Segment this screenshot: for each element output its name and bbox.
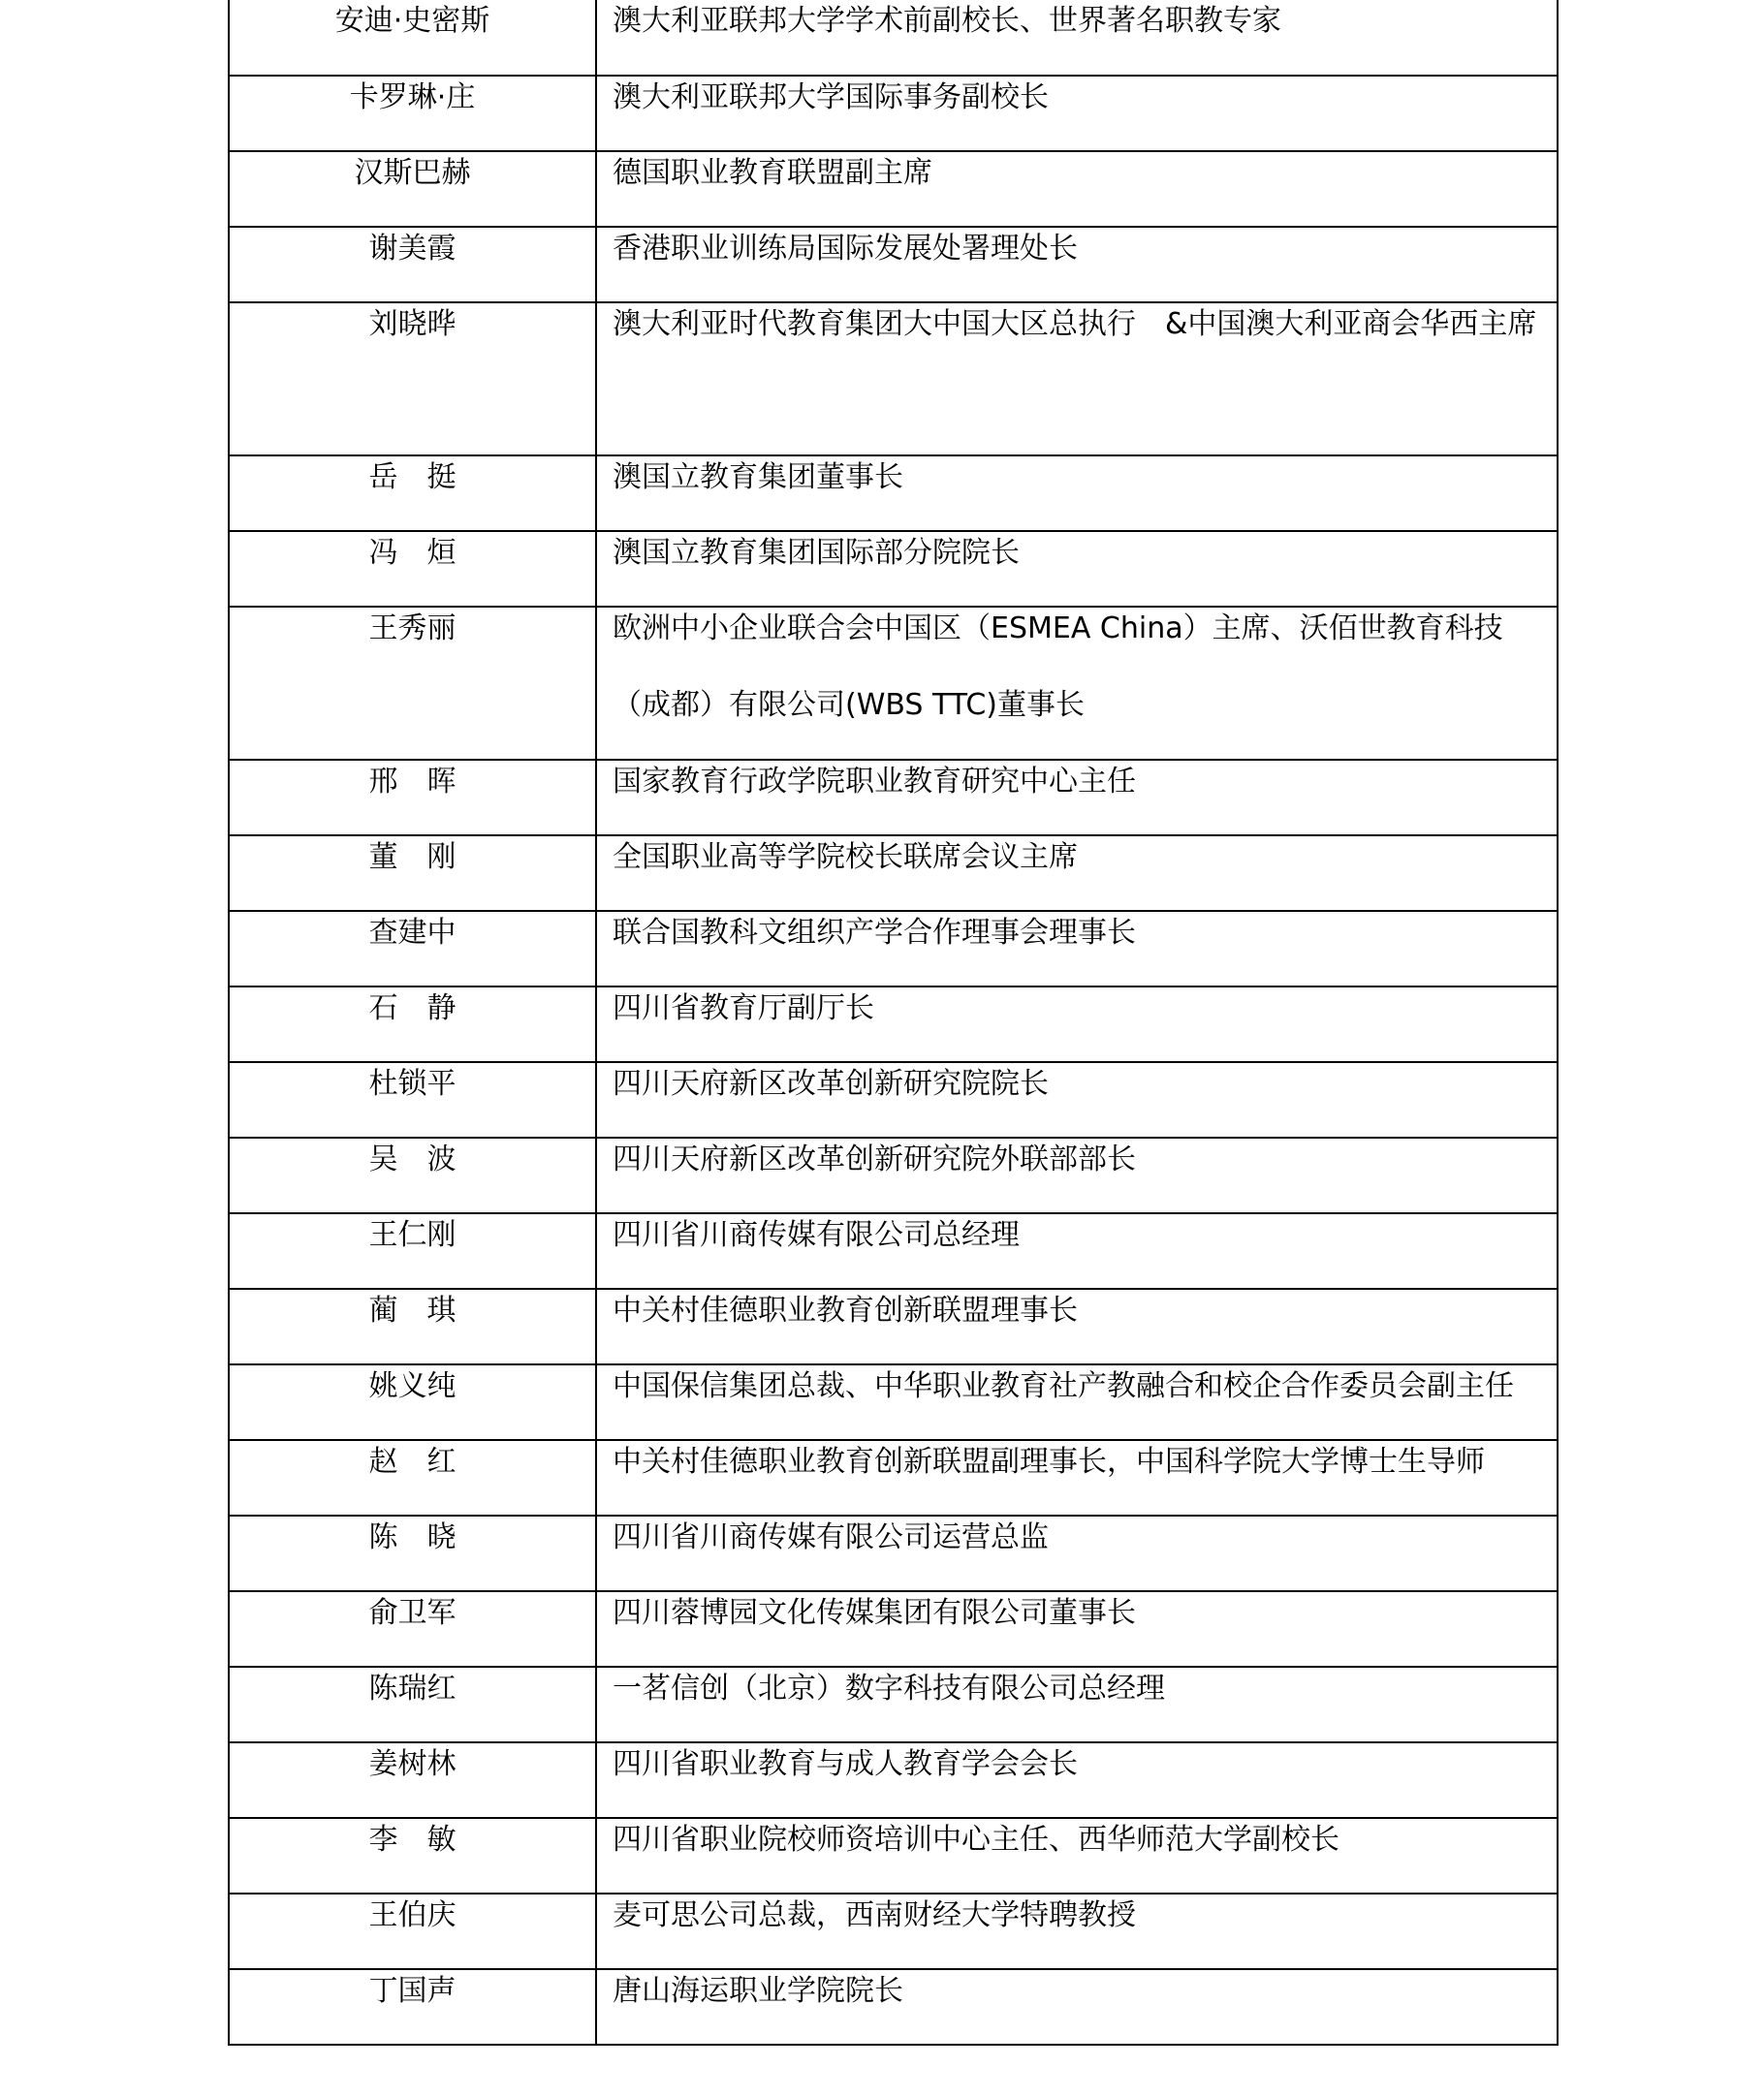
- person-name: 李 敏: [368, 1823, 457, 1857]
- person-name: 石 静: [368, 991, 457, 1025]
- person-name: 王仁刚: [368, 1218, 457, 1252]
- person-name: 岳 挺: [368, 460, 457, 494]
- member-table: [228, 0, 1559, 2046]
- person-title: 欧洲中小企业联合会中国区（ESMEA China）主席、沃佰世教育科技（成都）有限公司(WBS TTC)董事长: [613, 611, 1503, 722]
- table-row: [229, 1969, 1558, 2045]
- person-title: 四川省教育厅副厅长: [613, 991, 874, 1025]
- person-name: 安迪·史密斯: [334, 4, 490, 38]
- person-title: 四川省职业院校师资培训中心主任、西华师范大学副校长: [613, 1823, 1339, 1857]
- member-table-container: [228, 0, 1557, 2046]
- person-title: 四川省川商传媒有限公司运营总监: [613, 1520, 1049, 1554]
- title-cell: [596, 607, 1558, 760]
- person-name: 赵 红: [368, 1445, 457, 1479]
- name-cell: [229, 607, 596, 760]
- table-row: [229, 607, 1558, 760]
- person-title: 一茗信创（北京）数字科技有限公司总经理: [613, 1672, 1165, 1706]
- person-name: 王伯庆: [368, 1898, 457, 1932]
- person-name: 王秀丽: [368, 611, 457, 645]
- person-title: 四川省职业教育与成人教育学会会长: [613, 1747, 1078, 1781]
- person-name: 谢美霞: [368, 232, 457, 266]
- person-title: 澳大利亚时代教育集团大中国大区总执行 &中国澳大利亚商会华西主席: [613, 307, 1537, 341]
- person-name: 吴 波: [368, 1143, 457, 1176]
- person-title: 四川省川商传媒有限公司总经理: [613, 1218, 1020, 1252]
- person-title: 德国职业教育联盟副主席: [613, 156, 932, 190]
- title-cell: [596, 1969, 1558, 2045]
- person-name: 蔺 琪: [368, 1294, 457, 1328]
- person-name: 俞卫军: [368, 1596, 457, 1630]
- person-title: 香港职业训练局国际发展处署理处长: [613, 232, 1078, 266]
- person-title: 国家教育行政学院职业教育研究中心主任: [613, 765, 1136, 798]
- person-name: 杜锁平: [368, 1067, 457, 1101]
- person-title: 中国保信集团总裁、中华职业教育社产教融合和校企合作委员会副主任: [613, 1369, 1514, 1403]
- person-name: 卡罗琳·庄: [349, 80, 476, 114]
- name-cell: [229, 302, 596, 455]
- person-name: 姚义纯: [368, 1369, 457, 1403]
- person-name: 丁国声: [368, 1974, 457, 2008]
- person-title: 四川蓉博园文化传媒集团有限公司董事长: [613, 1596, 1136, 1630]
- person-title: 全国职业高等学院校长联席会议主席: [613, 840, 1078, 874]
- person-title: 麦可思公司总裁，西南财经大学特聘教授: [613, 1898, 1136, 1932]
- person-title: 联合国教科文组织产学合作理事会理事长: [613, 916, 1136, 950]
- person-name: 冯 烜: [368, 536, 457, 570]
- person-title: 四川天府新区改革创新研究院院长: [613, 1067, 1049, 1101]
- table-row: [229, 302, 1558, 455]
- person-name: 陈 晓: [368, 1520, 457, 1554]
- person-name: 邢 晖: [368, 765, 457, 798]
- person-name: 查建中: [368, 916, 457, 950]
- person-title: 澳国立教育集团董事长: [613, 460, 903, 494]
- name-cell: [229, 1969, 596, 2045]
- person-name: 刘晓晔: [368, 307, 457, 341]
- person-title: 中关村佳德职业教育创新联盟副理事长，中国科学院大学博士生导师: [613, 1445, 1485, 1479]
- person-name: 董 刚: [368, 840, 457, 874]
- person-name: 汉斯巴赫: [354, 156, 471, 190]
- person-title: 四川天府新区改革创新研究院外联部部长: [613, 1143, 1136, 1176]
- person-title: 澳大利亚联邦大学学术前副校长、世界著名职教专家: [613, 4, 1281, 38]
- person-title: 澳大利亚联邦大学国际事务副校长: [613, 80, 1049, 114]
- title-cell: [596, 302, 1558, 455]
- person-title: 中关村佳德职业教育创新联盟理事长: [613, 1294, 1078, 1328]
- person-title: 唐山海运职业学院院长: [613, 1974, 903, 2008]
- person-name: 陈瑞红: [368, 1672, 457, 1706]
- person-name: 姜树林: [368, 1747, 457, 1781]
- person-title: 澳国立教育集团国际部分院院长: [613, 536, 1020, 570]
